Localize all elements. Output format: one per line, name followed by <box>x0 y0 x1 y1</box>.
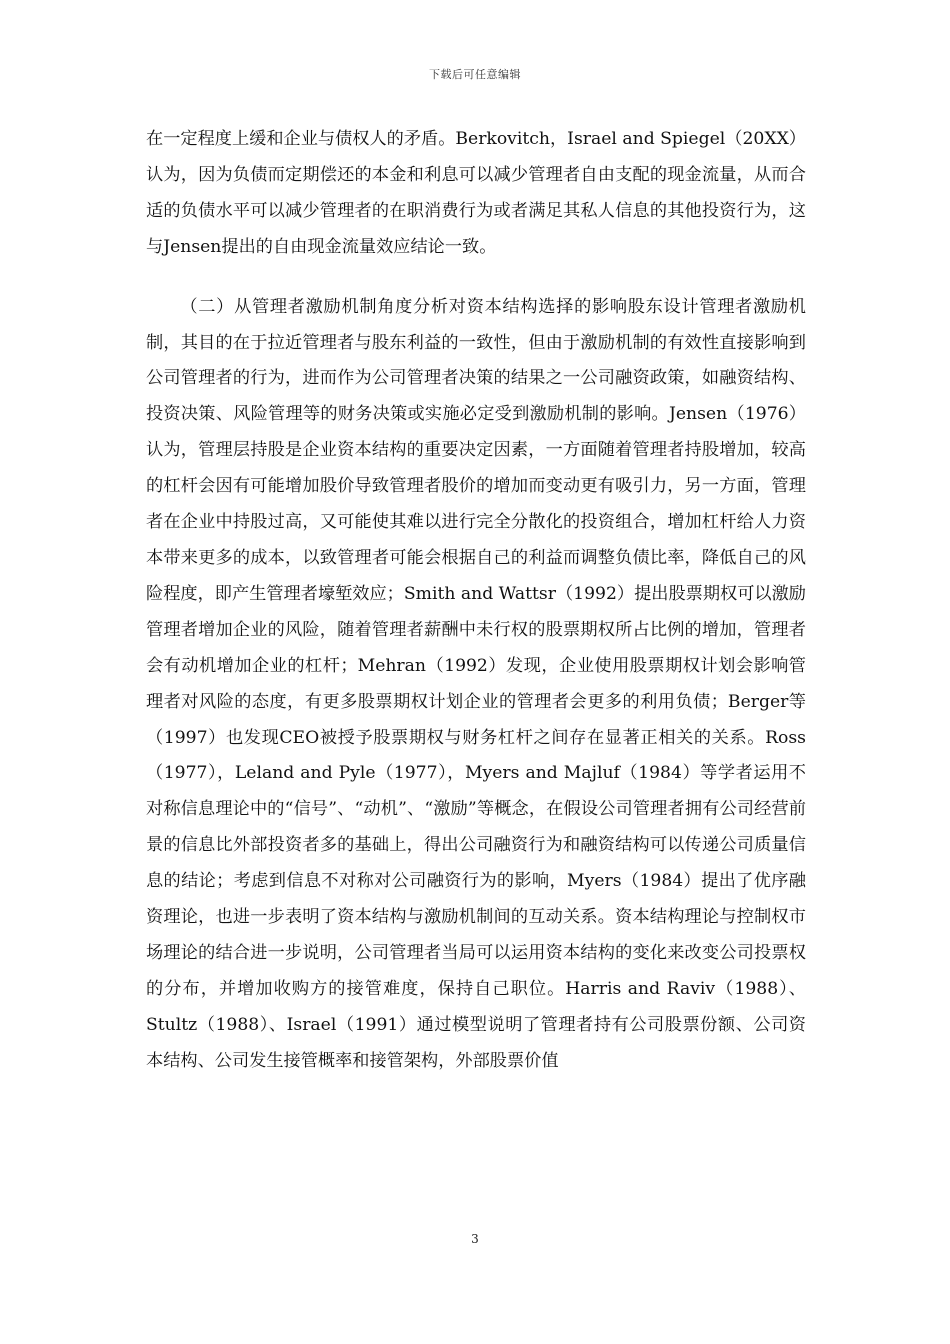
paragraph-1: 在一定程度上缓和企业与债权人的矛盾。Berkovitch，Israel and Spiegel（20XX）认为，因为负债而定期偿还的本金和利息可以减少管理者自由支配的现金流量，从而合适的负债水平可以减少管理者的在职消费行为或者满足其私人信息的其他投资行为，这与Jensen提出的自由现金流量效应结论一致。 <box>146 129 806 257</box>
document-body <box>146 122 806 1080</box>
page-number: 3 <box>471 1232 479 1246</box>
page-header-note: 下载后可任意编辑 <box>429 68 521 81</box>
paragraph-2: （二）从管理者激励机制角度分析对资本结构选择的影响股东设计管理者激励机制，其目的在于拉近管理者与股东利益的一致性，但由于激励机制的有效性直接影响到公司管理者的行为，进而作为公司管理者决策的结果之一公司融资政策，如融资结构、投资决策、风险管理等的财务决策或实施必定受到激励机制的影响。Jensen（1976）认为，管理层持股是企业资本结构的重要决定因素，一方面随着管理者持股增加，较高的杠杆会因有可能增加股价导致管理者股价的增加而变动更有吸引力，另一方面，管理者在企业中持股过高，又可能使其难以进行完全分散化的投资组合，增加杠杆给人力资本带来更多的成本，以致管理者可能会根据自己的利益而调整负债比率，降低自己的风险程度，即产生管理者壕堑效应；Smith and Wattsr（1992）提出股票期权可以激励管理者增加企业的风险，随着管理者薪酬中未行权的股票期权所占比例的增加，管理者会有动机增加企业的杠杆；Mehran（1992）发现，企业使用股票期权计划会影响管理者对风险的态度，有更多股票期权计划企业的管理者会更多的利用负债；Berger等（1997）也发现CEO被授予股票期权与财务杠杆之间存在显著正相关的关系。Ross（1977），Leland and Pyle（1977），Myers and Majluf（1984）等学者运用不对称信息理论中的“信号”、“动机”、“激励”等概念，在假设公司管理者拥有公司经营前景的信息比外部投资者多的基础上，得出公司融资行为和融资结构可以传递公司质量信息的结论；考虑到信息不对称对公司融资行为的影响，Myers（1984）提出了优序融资理论，也进一步表明了资本结构与激励机制间的互动关系。资本结构理论与控制权市场理论的结合进一步说明，公司管理者当局可以运用资本结构的变化来改变公司投票权的分布，并增加收购方的接管难度，保持自己职位。Harris and Raviv（1988）、Stultz（1988）、Israel（1991）通过模型说明了管理者持有公司股票份额、公司资本结构、公司发生接管概率和接管架构，外部股票价值 <box>146 296 806 1071</box>
